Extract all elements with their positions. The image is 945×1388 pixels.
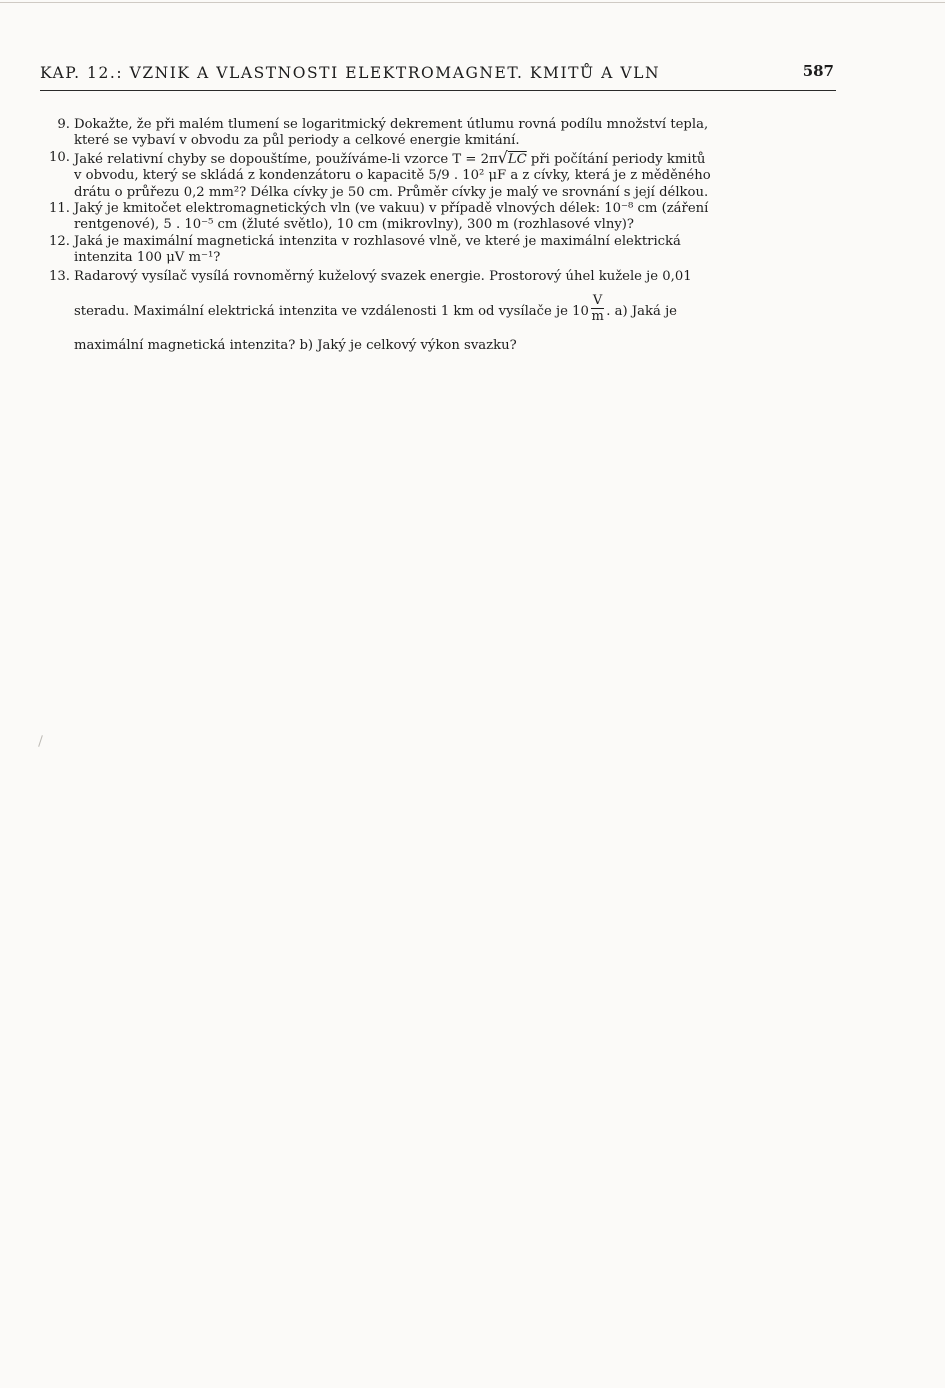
- exercise-text-line: Jaký je kmitočet elektromagnetických vln (ve vakuu) v případě vlnových délek: 10⁻⁸ cm (záření: [74, 201, 709, 217]
- running-header: [40, 60, 836, 91]
- exercise-text-line: [74, 292, 840, 326]
- exercise-13: [40, 267, 840, 356]
- exercise-10: [40, 147, 840, 201]
- exercise-number: 12.: [49, 233, 70, 249]
- fraction-denominator: m: [591, 308, 604, 324]
- exercise-number: 9.: [57, 117, 70, 132]
- text-fragment: Jaké relativní chyby se dopouštíme, používáme-li vzorce T = 2π: [74, 151, 498, 167]
- fraction-volt-per-meter: [591, 294, 604, 323]
- stray-pen-mark: [38, 735, 43, 747]
- exercise-text-line: maximální magnetická intenzita? b) Jaký je celkový výkon svazku?: [74, 337, 517, 353]
- exercise-list: [40, 117, 840, 356]
- exercise-text-line: které se vybaví v obvodu za půl periody a celkové energie kmitání.: [74, 133, 520, 149]
- exercise-9: [40, 117, 840, 150]
- text-fragment: . a) Jaká je: [606, 303, 677, 319]
- exercise-text-line: v obvodu, který se skládá z kondenzátoru o kapacitě 5/9 . 10² μF a z cívky, která je z měděného: [74, 168, 711, 184]
- exercise-text-line: Dokažte, že při malém tlumení se logaritmický dekrement útlumu rovná podílu množství tepla,: [74, 117, 709, 132]
- exercise-number: 11.: [49, 201, 70, 217]
- chapter-title: KAP. 12.: VZNIK A VLASTNOSTI ELEKTROMAGNET. KMITŮ A VLN: [40, 64, 661, 82]
- exercise-12: [40, 234, 840, 267]
- text-fragment: steradu. Maximální elektrická intenzita ve vzdálenosti 1 km od vysílače je 10: [74, 303, 589, 319]
- exercise-text-line: Radarový vysílač vysílá rovnoměrný kuželový svazek energie. Prostorový úhel kužele je 0,01: [74, 268, 692, 284]
- exercise-text-line: rentgenové), 5 . 10⁻⁵ cm (žluté světlo), 10 cm (mikrovlny), 300 m (rozhlasové vlny)?: [74, 217, 634, 233]
- page-top-edge: [0, 2, 945, 3]
- exercise-number: 13.: [49, 268, 70, 284]
- exercise-text-line: [74, 147, 840, 168]
- exercise-text-line: drátu o průřezu 0,2 mm²? Délka cívky je 50 cm. Průměr cívky je malý ve srovnání s její délkou.: [74, 184, 709, 200]
- sqrt-content: LC: [507, 151, 527, 167]
- page-number: 587: [802, 62, 834, 80]
- exercise-text-line: intenzita 100 μV m⁻¹?: [74, 250, 221, 266]
- fraction-numerator: V: [592, 292, 603, 308]
- exercise-11: [40, 201, 840, 234]
- exercise-text-line: Jaká je maximální magnetická intenzita v rozhlasové vlně, ve které je maximální elektrická: [74, 233, 681, 249]
- sqrt-symbol: √: [497, 147, 508, 167]
- text-fragment: při počítání periody kmitů: [526, 151, 706, 167]
- exercise-number: 10.: [49, 149, 70, 165]
